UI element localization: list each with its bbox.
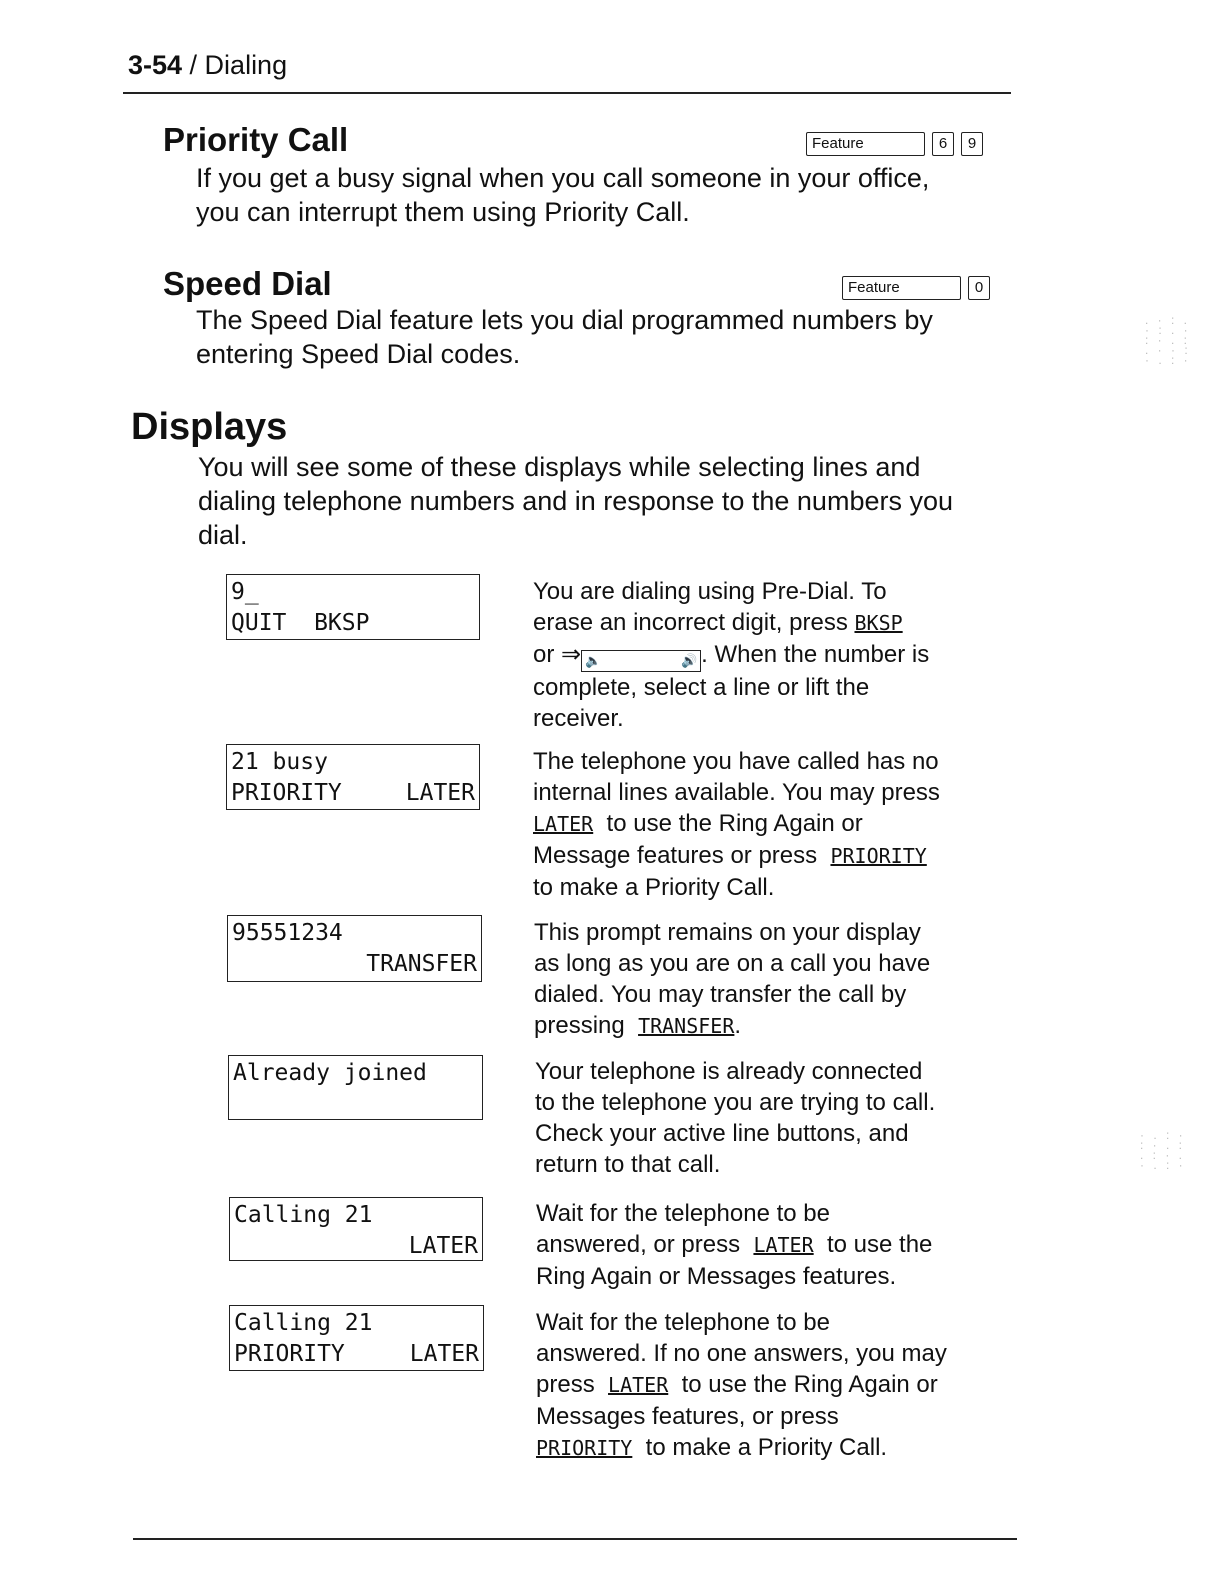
desc-line: You are dialing using Pre-Dial. To xyxy=(533,578,887,605)
entry-description-already-joined xyxy=(535,1056,985,1180)
displays-intro-line: You will see some of these displays while selecting lines and xyxy=(198,452,921,482)
bksp-softkey: BKSP xyxy=(854,611,903,635)
lcd-line-2 xyxy=(234,1339,479,1370)
desc-text: answered, or press xyxy=(536,1231,754,1258)
desc-text: to use the Ring Again or xyxy=(593,810,863,837)
scan-noise: · . : · : · . : . : · . · . : · xyxy=(1140,1128,1186,1172)
desc-text: to use the Ring Again or xyxy=(668,1371,938,1398)
speed-dial-heading: Speed Dial xyxy=(163,265,332,302)
priority-softkey: PRIORITY xyxy=(830,844,927,868)
desc-text: to use the xyxy=(813,1231,933,1258)
lcd-line-1: 9_ xyxy=(231,579,259,605)
lcd-line-2: QUIT BKSP xyxy=(231,610,370,636)
desc-line xyxy=(533,639,983,672)
speaker-high-icon: 🔊 xyxy=(680,653,698,668)
desc-line xyxy=(533,607,983,639)
desc-line xyxy=(533,840,983,872)
desc-line: Messages features, or press xyxy=(536,1403,839,1430)
displays-intro-line: dialing telephone numbers and in response to the numbers you xyxy=(198,486,953,516)
desc-text: erase an incorrect digit, press xyxy=(533,609,855,636)
speed-dial-keys xyxy=(842,276,990,300)
lcd-display-busy xyxy=(226,744,480,810)
entry-description-transfer xyxy=(534,917,984,1042)
desc-line: Wait for the telephone to be xyxy=(536,1200,830,1227)
entry-description-busy xyxy=(533,746,983,903)
desc-line: return to that call. xyxy=(535,1151,721,1178)
digit-key-6: 6 xyxy=(932,132,954,156)
priority-call-heading: Priority Call xyxy=(163,121,349,158)
lcd-display-calling xyxy=(229,1197,483,1261)
entry-description-calling-priority xyxy=(536,1307,986,1464)
priority-call-keys xyxy=(806,132,983,156)
desc-line xyxy=(536,1369,986,1401)
desc-line: Check your active line buttons, and xyxy=(535,1120,909,1147)
lcd-softkey-right: LATER xyxy=(408,1233,478,1259)
desc-text: to make a Priority Call. xyxy=(632,1434,888,1461)
desc-text: . xyxy=(734,1012,742,1039)
priority-call-line: you can interrupt them using Priority Call. xyxy=(196,197,690,227)
lcd-line-1: 95551234 xyxy=(232,920,343,946)
desc-line: Your telephone is already connected xyxy=(535,1058,923,1085)
desc-text: Message features or press xyxy=(533,842,831,869)
desc-line: internal lines available. You may press xyxy=(533,779,940,806)
desc-text: press xyxy=(536,1371,609,1398)
displays-intro-line: dial. xyxy=(198,520,248,550)
speaker-low-icon: 🔈 xyxy=(585,653,602,668)
later-softkey: LATER xyxy=(608,1373,669,1397)
header-rule xyxy=(123,92,1011,94)
displays-intro xyxy=(198,450,953,552)
desc-line: to make a Priority Call. xyxy=(533,874,775,901)
desc-line xyxy=(534,1010,984,1042)
desc-line: The telephone you have called has no xyxy=(533,748,939,775)
lcd-display-calling-priority xyxy=(229,1305,484,1371)
priority-softkey: PRIORITY xyxy=(536,1436,633,1460)
desc-line: receiver. xyxy=(533,704,624,732)
lcd-display-already-joined xyxy=(228,1055,483,1120)
section-name: / Dialing xyxy=(182,50,288,80)
desc-line: complete, select a line or lift the xyxy=(533,673,870,701)
lcd-softkey-right: LATER xyxy=(405,780,475,806)
lcd-softkey-left: PRIORITY xyxy=(231,780,342,806)
later-softkey: LATER xyxy=(753,1233,814,1257)
later-softkey: LATER xyxy=(533,812,594,836)
digit-key-9: 9 xyxy=(961,132,983,156)
digit-key-0: 0 xyxy=(968,276,990,300)
page-number: 3-54 xyxy=(128,50,183,80)
lcd-line-1: Already joined xyxy=(233,1060,427,1086)
volume-control-key xyxy=(581,650,701,672)
lcd-softkey-right: LATER xyxy=(409,1341,479,1367)
feature-key: Feature xyxy=(842,276,961,300)
desc-text: . When the number is xyxy=(701,641,930,668)
priority-call-line: If you get a busy signal when you call someone in your office, xyxy=(196,163,930,193)
footer-rule xyxy=(133,1538,1017,1540)
speed-dial-line: The Speed Dial feature lets you dial programmed numbers by xyxy=(196,305,933,335)
speed-dial-line: entering Speed Dial codes. xyxy=(196,339,521,369)
lcd-line-2 xyxy=(231,778,475,809)
desc-line: as long as you are on a call you have xyxy=(534,950,931,977)
desc-line: answered. If no one answers, you may xyxy=(536,1340,947,1367)
desc-line: to the telephone you are trying to call. xyxy=(535,1089,936,1116)
desc-line xyxy=(533,808,983,840)
desc-text: or ⇒ xyxy=(533,641,582,668)
transfer-softkey: TRANSFER xyxy=(638,1014,735,1038)
priority-call-text xyxy=(196,161,929,229)
lcd-display-predial xyxy=(226,574,480,640)
lcd-display-transfer xyxy=(227,915,482,982)
desc-text: pressing xyxy=(534,1012,639,1039)
feature-key: Feature xyxy=(806,132,925,156)
desc-line: dialed. You may transfer the call by xyxy=(534,981,907,1008)
page-header xyxy=(128,50,287,81)
lcd-line-1: 21 busy xyxy=(231,749,328,775)
entry-description-calling xyxy=(536,1198,986,1292)
entry-description-predial xyxy=(533,576,983,734)
desc-line xyxy=(536,1229,986,1261)
speed-dial-text xyxy=(196,303,933,371)
lcd-softkey-right: TRANSFER xyxy=(366,951,477,977)
displays-heading: Displays xyxy=(131,406,288,448)
desc-line: Ring Again or Messages features. xyxy=(536,1263,897,1290)
lcd-line-1: Calling 21 xyxy=(234,1310,373,1336)
desc-line: This prompt remains on your display xyxy=(534,919,921,946)
desc-line: Wait for the telephone to be xyxy=(536,1309,830,1336)
scan-noise: . · : . · : . · : · . : . · · : · . : · xyxy=(1145,313,1191,367)
desc-line xyxy=(536,1432,986,1464)
lcd-line-1: Calling 21 xyxy=(234,1202,373,1228)
lcd-softkey-left: PRIORITY xyxy=(234,1341,345,1367)
